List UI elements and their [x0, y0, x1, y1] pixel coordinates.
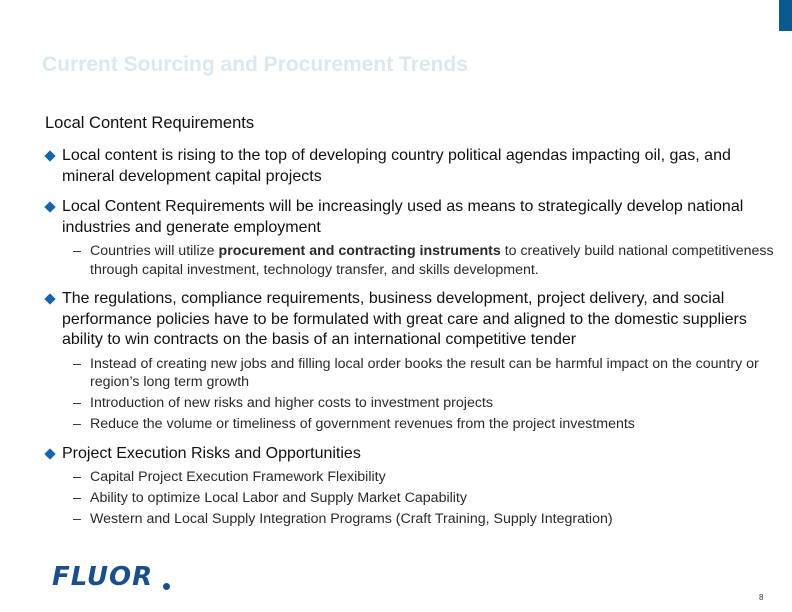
sub-bullet-item — [73, 468, 780, 487]
dash-bullet-icon: – — [73, 355, 81, 372]
sub-bullet-list — [45, 355, 780, 434]
bullet-item — [45, 289, 780, 351]
sub-bullet-text: to creatively build national competitiveness through capital investment, technology transfer, and skills development. — [90, 243, 774, 278]
bullet-text: The regulations, compliance requirements, business development, project delivery, and social performance policies have to be formulated with great care and aligned to the domestic suppliers ability to win contracts on the basis of an international competitive tender — [62, 290, 747, 348]
fluor-logo: FLUOR — [52, 562, 154, 592]
dash-bullet-icon: – — [73, 490, 81, 506]
slide-content — [45, 146, 780, 531]
sub-bullet-text: Ability to optimize Local Labor and Supply Market Capability — [90, 490, 467, 506]
bullet-text: Project Execution Risks and Opportunities — [62, 444, 361, 462]
bullet-item — [45, 444, 780, 465]
dash-bullet-icon: – — [73, 511, 81, 527]
dash-bullet-icon: – — [73, 416, 81, 432]
dash-bullet-icon: – — [73, 243, 81, 259]
diamond-bullet-icon — [44, 201, 55, 212]
sub-bullet-item — [73, 355, 780, 392]
dash-bullet-icon: – — [73, 395, 81, 411]
diamond-bullet-icon — [44, 293, 55, 304]
sub-bullet-text: Capital Project Execution Framework Flexibility — [90, 469, 386, 485]
bullet-text: Local content is rising to the top of developing country political agendas impacting oil, gas, and mineral development capital projects — [62, 147, 731, 185]
dash-bullet-icon: – — [73, 469, 81, 485]
bullet-item — [45, 197, 780, 238]
sub-bullet-list — [45, 468, 780, 529]
sub-bullet-item — [73, 415, 780, 434]
sub-bullet-text: Western and Local Supply Integration Programs (Craft Training, Supply Integration) — [90, 511, 613, 527]
sub-bullet-item — [73, 489, 780, 508]
sub-bullet-item — [73, 242, 780, 279]
page-number: 8 — [759, 593, 764, 602]
sub-bullet-item — [73, 394, 780, 413]
sub-bullet-text: Introduction of new risks and higher costs to investment projects — [90, 395, 493, 411]
corner-accent-bar — [779, 0, 792, 31]
sub-bullet-text: Reduce the volume or timeliness of government revenues from the project investments — [90, 416, 635, 432]
section-heading: Local Content Requirements — [45, 114, 255, 132]
bullet-text: Local Content Requirements will be increasingly used as means to strategically develop national industries and generate employment — [62, 198, 744, 236]
sub-bullet-text: Instead of creating new jobs and filling local order books the result can be harmful impact on the country or region’s long term growth — [90, 355, 759, 390]
sub-bullet-emphasis: procurement and contracting instruments — [218, 243, 501, 259]
logo-registered-mark-icon — [163, 583, 170, 590]
diamond-bullet-icon — [44, 448, 55, 459]
sub-bullet-text: Countries will utilize — [90, 243, 219, 259]
diamond-bullet-icon — [44, 150, 55, 161]
sub-bullet-item — [73, 510, 780, 529]
slide-title: Current Sourcing and Procurement Trends — [42, 53, 468, 76]
bullet-item — [45, 146, 780, 187]
sub-bullet-list — [45, 242, 780, 279]
